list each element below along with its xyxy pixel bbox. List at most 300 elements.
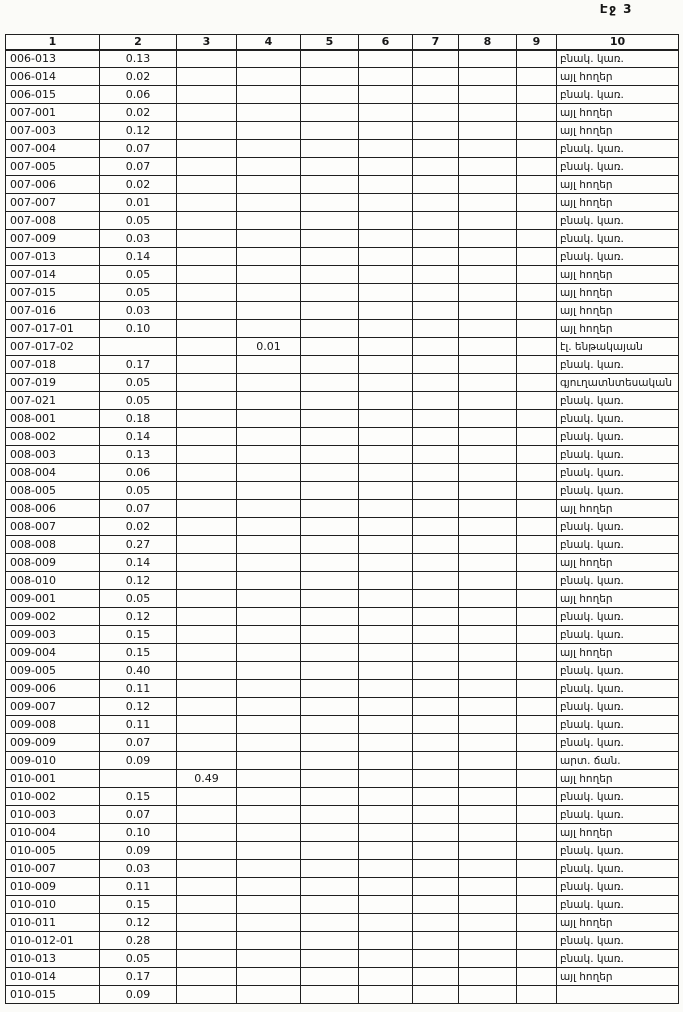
table-row [6, 464, 679, 482]
cell-col2: 0.05 [100, 950, 177, 968]
table-row [6, 500, 679, 518]
cell-col6 [359, 698, 413, 716]
cell-col5 [301, 788, 359, 806]
cell-col7 [413, 860, 459, 878]
cell-col10: բնակ. կառ. [557, 932, 679, 950]
table-row [6, 950, 679, 968]
cell-col1: 009-001 [6, 590, 100, 608]
cell-col3 [177, 284, 237, 302]
table-row [6, 140, 679, 158]
cell-col3 [177, 230, 237, 248]
cell-col8 [459, 662, 517, 680]
cell-col9 [517, 464, 557, 482]
cell-col1: 008-010 [6, 572, 100, 590]
cell-col6 [359, 896, 413, 914]
cell-col2: 0.15 [100, 626, 177, 644]
cell-col2: 0.05 [100, 284, 177, 302]
cell-col8 [459, 158, 517, 176]
cell-col7 [413, 824, 459, 842]
table-row [6, 842, 679, 860]
cell-col6 [359, 770, 413, 788]
cell-col10: բնակ. կառ. [557, 572, 679, 590]
cell-col7 [413, 194, 459, 212]
cell-col10: այլ հողեր [557, 770, 679, 788]
cell-col5 [301, 608, 359, 626]
cell-col6 [359, 950, 413, 968]
cell-col10: բնակ. կառ. [557, 698, 679, 716]
cell-col4 [237, 608, 301, 626]
cell-col3 [177, 500, 237, 518]
cell-col4 [237, 302, 301, 320]
cell-col9 [517, 194, 557, 212]
cell-col10: արտ. ճան. [557, 752, 679, 770]
cell-col1: 009-002 [6, 608, 100, 626]
table-row [6, 320, 679, 338]
cell-col7 [413, 950, 459, 968]
cell-col3 [177, 338, 237, 356]
cell-col3: 0.49 [177, 770, 237, 788]
cell-col4 [237, 734, 301, 752]
cell-col2: 0.05 [100, 392, 177, 410]
cell-col1: 007-008 [6, 212, 100, 230]
cell-col3 [177, 914, 237, 932]
cell-col2: 0.12 [100, 122, 177, 140]
cell-col8 [459, 734, 517, 752]
cell-col3 [177, 842, 237, 860]
cell-col6 [359, 626, 413, 644]
cell-col10: բնակ. կառ. [557, 140, 679, 158]
cell-col8 [459, 518, 517, 536]
cell-col4 [237, 284, 301, 302]
cell-col3 [177, 608, 237, 626]
cell-col6 [359, 284, 413, 302]
table-row [6, 752, 679, 770]
cell-col9 [517, 752, 557, 770]
cell-col5 [301, 158, 359, 176]
cell-col9 [517, 680, 557, 698]
cell-col1: 010-012-01 [6, 932, 100, 950]
cell-col6 [359, 680, 413, 698]
cell-col4 [237, 806, 301, 824]
cell-col3 [177, 410, 237, 428]
cell-col4 [237, 482, 301, 500]
cell-col2: 0.07 [100, 734, 177, 752]
cell-col3 [177, 752, 237, 770]
cell-col4 [237, 68, 301, 86]
cell-col3 [177, 698, 237, 716]
cell-col10: բնակ. կառ. [557, 446, 679, 464]
cell-col10: այլ հողեր [557, 968, 679, 986]
cell-col7 [413, 644, 459, 662]
column-header-8: 8 [459, 35, 517, 50]
cell-col4 [237, 986, 301, 1004]
cell-col2: 0.14 [100, 248, 177, 266]
cell-col1: 008-008 [6, 536, 100, 554]
table-row [6, 716, 679, 734]
cell-col8 [459, 860, 517, 878]
cell-col2: 0.13 [100, 446, 177, 464]
cell-col6 [359, 446, 413, 464]
cell-col6 [359, 914, 413, 932]
cell-col5 [301, 212, 359, 230]
cell-col8 [459, 464, 517, 482]
cell-col8 [459, 590, 517, 608]
cell-col5 [301, 644, 359, 662]
cell-col7 [413, 554, 459, 572]
cell-col10: բնակ. կառ. [557, 428, 679, 446]
cell-col6 [359, 86, 413, 104]
cell-col4 [237, 446, 301, 464]
cell-col4 [237, 428, 301, 446]
cell-col7 [413, 320, 459, 338]
cell-col9 [517, 698, 557, 716]
cell-col10: բնակ. կառ. [557, 608, 679, 626]
cell-col3 [177, 878, 237, 896]
cell-col2: 0.03 [100, 860, 177, 878]
table-row [6, 698, 679, 716]
cell-col10: բնակ. կառ. [557, 230, 679, 248]
cell-col4 [237, 122, 301, 140]
cell-col2: 0.09 [100, 986, 177, 1004]
column-header-4: 4 [237, 35, 301, 50]
cell-col7 [413, 248, 459, 266]
cell-col3 [177, 104, 237, 122]
cell-col1: 007-009 [6, 230, 100, 248]
cell-col6 [359, 752, 413, 770]
cell-col1: 010-003 [6, 806, 100, 824]
cell-col4 [237, 266, 301, 284]
cell-col10: այլ հողեր [557, 266, 679, 284]
cell-col1: 006-014 [6, 68, 100, 86]
table-row [6, 572, 679, 590]
cell-col3 [177, 554, 237, 572]
cell-col10: բնակ. կառ. [557, 248, 679, 266]
cell-col8 [459, 230, 517, 248]
cell-col4 [237, 590, 301, 608]
cell-col7 [413, 932, 459, 950]
cell-col9 [517, 770, 557, 788]
cell-col4 [237, 824, 301, 842]
cell-col5 [301, 554, 359, 572]
cell-col8 [459, 680, 517, 698]
cell-col5 [301, 446, 359, 464]
cell-col5 [301, 842, 359, 860]
cell-col5 [301, 824, 359, 842]
cell-col8 [459, 212, 517, 230]
cell-col3 [177, 86, 237, 104]
cell-col7 [413, 968, 459, 986]
cell-col4 [237, 842, 301, 860]
cell-col7 [413, 140, 459, 158]
cell-col2: 0.12 [100, 698, 177, 716]
cell-col6 [359, 266, 413, 284]
cell-col7 [413, 626, 459, 644]
cell-col6 [359, 464, 413, 482]
cell-col6 [359, 410, 413, 428]
cell-col8 [459, 716, 517, 734]
cell-col6 [359, 320, 413, 338]
cell-col10: այլ հողեր [557, 122, 679, 140]
cell-col10: այլ հողեր [557, 554, 679, 572]
cell-col1: 007-016 [6, 302, 100, 320]
cell-col4 [237, 104, 301, 122]
cell-col1: 007-018 [6, 356, 100, 374]
cell-col8 [459, 104, 517, 122]
table-row [6, 986, 679, 1004]
table-row [6, 554, 679, 572]
cell-col7 [413, 230, 459, 248]
cell-col4 [237, 644, 301, 662]
parcels-table [5, 34, 679, 1004]
cell-col9 [517, 410, 557, 428]
cell-col3 [177, 464, 237, 482]
cell-col3 [177, 986, 237, 1004]
cell-col9 [517, 518, 557, 536]
cell-col8 [459, 896, 517, 914]
cell-col2: 0.11 [100, 716, 177, 734]
cell-col5 [301, 356, 359, 374]
cell-col5 [301, 302, 359, 320]
cell-col10: բնակ. կառ. [557, 878, 679, 896]
column-header-2: 2 [100, 35, 177, 50]
cell-col4 [237, 788, 301, 806]
cell-col7 [413, 356, 459, 374]
cell-col9 [517, 140, 557, 158]
cell-col7 [413, 608, 459, 626]
table-row [6, 68, 679, 86]
cell-col9 [517, 104, 557, 122]
cell-col10: բնակ. կառ. [557, 482, 679, 500]
table-row [6, 248, 679, 266]
cell-col7 [413, 212, 459, 230]
cell-col10: այլ հողեր [557, 644, 679, 662]
cell-col2: 0.28 [100, 932, 177, 950]
cell-col3 [177, 860, 237, 878]
cell-col1: 007-017-02 [6, 338, 100, 356]
cell-col7 [413, 842, 459, 860]
cell-col3 [177, 122, 237, 140]
cell-col1: 007-003 [6, 122, 100, 140]
cell-col8 [459, 284, 517, 302]
cell-col10: բնակ. կառ. [557, 50, 679, 68]
column-header-3: 3 [177, 35, 237, 50]
cell-col4 [237, 914, 301, 932]
cell-col3 [177, 716, 237, 734]
cell-col8 [459, 410, 517, 428]
table-row [6, 896, 679, 914]
table-row [6, 590, 679, 608]
cell-col4 [237, 158, 301, 176]
cell-col8 [459, 482, 517, 500]
cell-col1: 007-013 [6, 248, 100, 266]
cell-col5 [301, 626, 359, 644]
cell-col6 [359, 338, 413, 356]
cell-col1: 007-014 [6, 266, 100, 284]
cell-col9 [517, 878, 557, 896]
cell-col1: 009-009 [6, 734, 100, 752]
cell-col8 [459, 266, 517, 284]
table-row [6, 356, 679, 374]
cell-col5 [301, 338, 359, 356]
cell-col5 [301, 680, 359, 698]
cell-col1: 008-007 [6, 518, 100, 536]
cell-col4 [237, 896, 301, 914]
cell-col2: 0.18 [100, 410, 177, 428]
table-row [6, 176, 679, 194]
cell-col8 [459, 374, 517, 392]
cell-col5 [301, 590, 359, 608]
cell-col8 [459, 986, 517, 1004]
cell-col3 [177, 572, 237, 590]
cell-col7 [413, 680, 459, 698]
cell-col4 [237, 374, 301, 392]
cell-col6 [359, 860, 413, 878]
table-row [6, 122, 679, 140]
table-row [6, 194, 679, 212]
table-row [6, 284, 679, 302]
cell-col8 [459, 140, 517, 158]
cell-col6 [359, 932, 413, 950]
cell-col6 [359, 590, 413, 608]
cell-col1: 007-021 [6, 392, 100, 410]
cell-col2: 0.05 [100, 212, 177, 230]
cell-col9 [517, 662, 557, 680]
cell-col7 [413, 86, 459, 104]
cell-col10: այլ հողեր [557, 590, 679, 608]
cell-col1: 007-005 [6, 158, 100, 176]
cell-col1: 010-005 [6, 842, 100, 860]
cell-col1: 010-002 [6, 788, 100, 806]
cell-col3 [177, 68, 237, 86]
cell-col7 [413, 896, 459, 914]
cell-col1: 009-007 [6, 698, 100, 716]
column-header-1: 1 [6, 35, 100, 50]
cell-col4 [237, 554, 301, 572]
cell-col1: 006-013 [6, 50, 100, 68]
table-row [6, 212, 679, 230]
cell-col10: բնակ. կառ. [557, 950, 679, 968]
cell-col6 [359, 176, 413, 194]
cell-col8 [459, 932, 517, 950]
cell-col7 [413, 302, 459, 320]
cell-col2: 0.02 [100, 176, 177, 194]
cell-col2: 0.02 [100, 518, 177, 536]
cell-col5 [301, 50, 359, 68]
cell-col10: բնակ. կառ. [557, 716, 679, 734]
cell-col10: այլ հողեր [557, 176, 679, 194]
cell-col5 [301, 950, 359, 968]
cell-col5 [301, 266, 359, 284]
cell-col6 [359, 194, 413, 212]
cell-col1: 008-009 [6, 554, 100, 572]
cell-col2: 0.05 [100, 482, 177, 500]
cell-col5 [301, 734, 359, 752]
cell-col2: 0.15 [100, 644, 177, 662]
cell-col9 [517, 248, 557, 266]
cell-col2: 0.11 [100, 680, 177, 698]
cell-col6 [359, 104, 413, 122]
cell-col8 [459, 698, 517, 716]
cell-col1: 008-005 [6, 482, 100, 500]
table-row [6, 158, 679, 176]
cell-col9 [517, 320, 557, 338]
cell-col2 [100, 338, 177, 356]
cell-col6 [359, 788, 413, 806]
cell-col9 [517, 932, 557, 950]
cell-col5 [301, 464, 359, 482]
cell-col1: 010-004 [6, 824, 100, 842]
cell-col10: բնակ. կառ. [557, 626, 679, 644]
cell-col4 [237, 932, 301, 950]
cell-col9 [517, 860, 557, 878]
cell-col10: գյուղատնտեսական [557, 374, 679, 392]
cell-col6 [359, 878, 413, 896]
cell-col3 [177, 50, 237, 68]
cell-col5 [301, 194, 359, 212]
cell-col5 [301, 500, 359, 518]
cell-col2: 0.11 [100, 878, 177, 896]
cell-col6 [359, 734, 413, 752]
cell-col8 [459, 554, 517, 572]
cell-col4 [237, 518, 301, 536]
cell-col5 [301, 482, 359, 500]
cell-col1: 006-015 [6, 86, 100, 104]
cell-col1: 007-015 [6, 284, 100, 302]
cell-col7 [413, 266, 459, 284]
cell-col6 [359, 356, 413, 374]
cell-col8 [459, 878, 517, 896]
cell-col2: 0.27 [100, 536, 177, 554]
cell-col7 [413, 104, 459, 122]
cell-col3 [177, 176, 237, 194]
cell-col9 [517, 590, 557, 608]
cell-col6 [359, 122, 413, 140]
cell-col5 [301, 86, 359, 104]
cell-col6 [359, 140, 413, 158]
cell-col2: 0.07 [100, 500, 177, 518]
cell-col4 [237, 248, 301, 266]
cell-col6 [359, 68, 413, 86]
cell-col6 [359, 968, 413, 986]
cell-col9 [517, 572, 557, 590]
cell-col3 [177, 248, 237, 266]
cell-col10: բնակ. կառ. [557, 356, 679, 374]
column-header-5: 5 [301, 35, 359, 50]
cell-col2: 0.12 [100, 572, 177, 590]
cell-col3 [177, 626, 237, 644]
cell-col9 [517, 554, 557, 572]
cell-col5 [301, 284, 359, 302]
table-row [6, 770, 679, 788]
cell-col7 [413, 482, 459, 500]
cell-col7 [413, 446, 459, 464]
cell-col2: 0.14 [100, 428, 177, 446]
cell-col7 [413, 464, 459, 482]
cell-col3 [177, 590, 237, 608]
cell-col3 [177, 446, 237, 464]
cell-col7 [413, 428, 459, 446]
cell-col5 [301, 536, 359, 554]
cell-col9 [517, 482, 557, 500]
cell-col6 [359, 482, 413, 500]
cell-col9 [517, 788, 557, 806]
cell-col2: 0.13 [100, 50, 177, 68]
cell-col5 [301, 914, 359, 932]
cell-col6 [359, 158, 413, 176]
table-row [6, 410, 679, 428]
table-row [6, 266, 679, 284]
cell-col8 [459, 428, 517, 446]
